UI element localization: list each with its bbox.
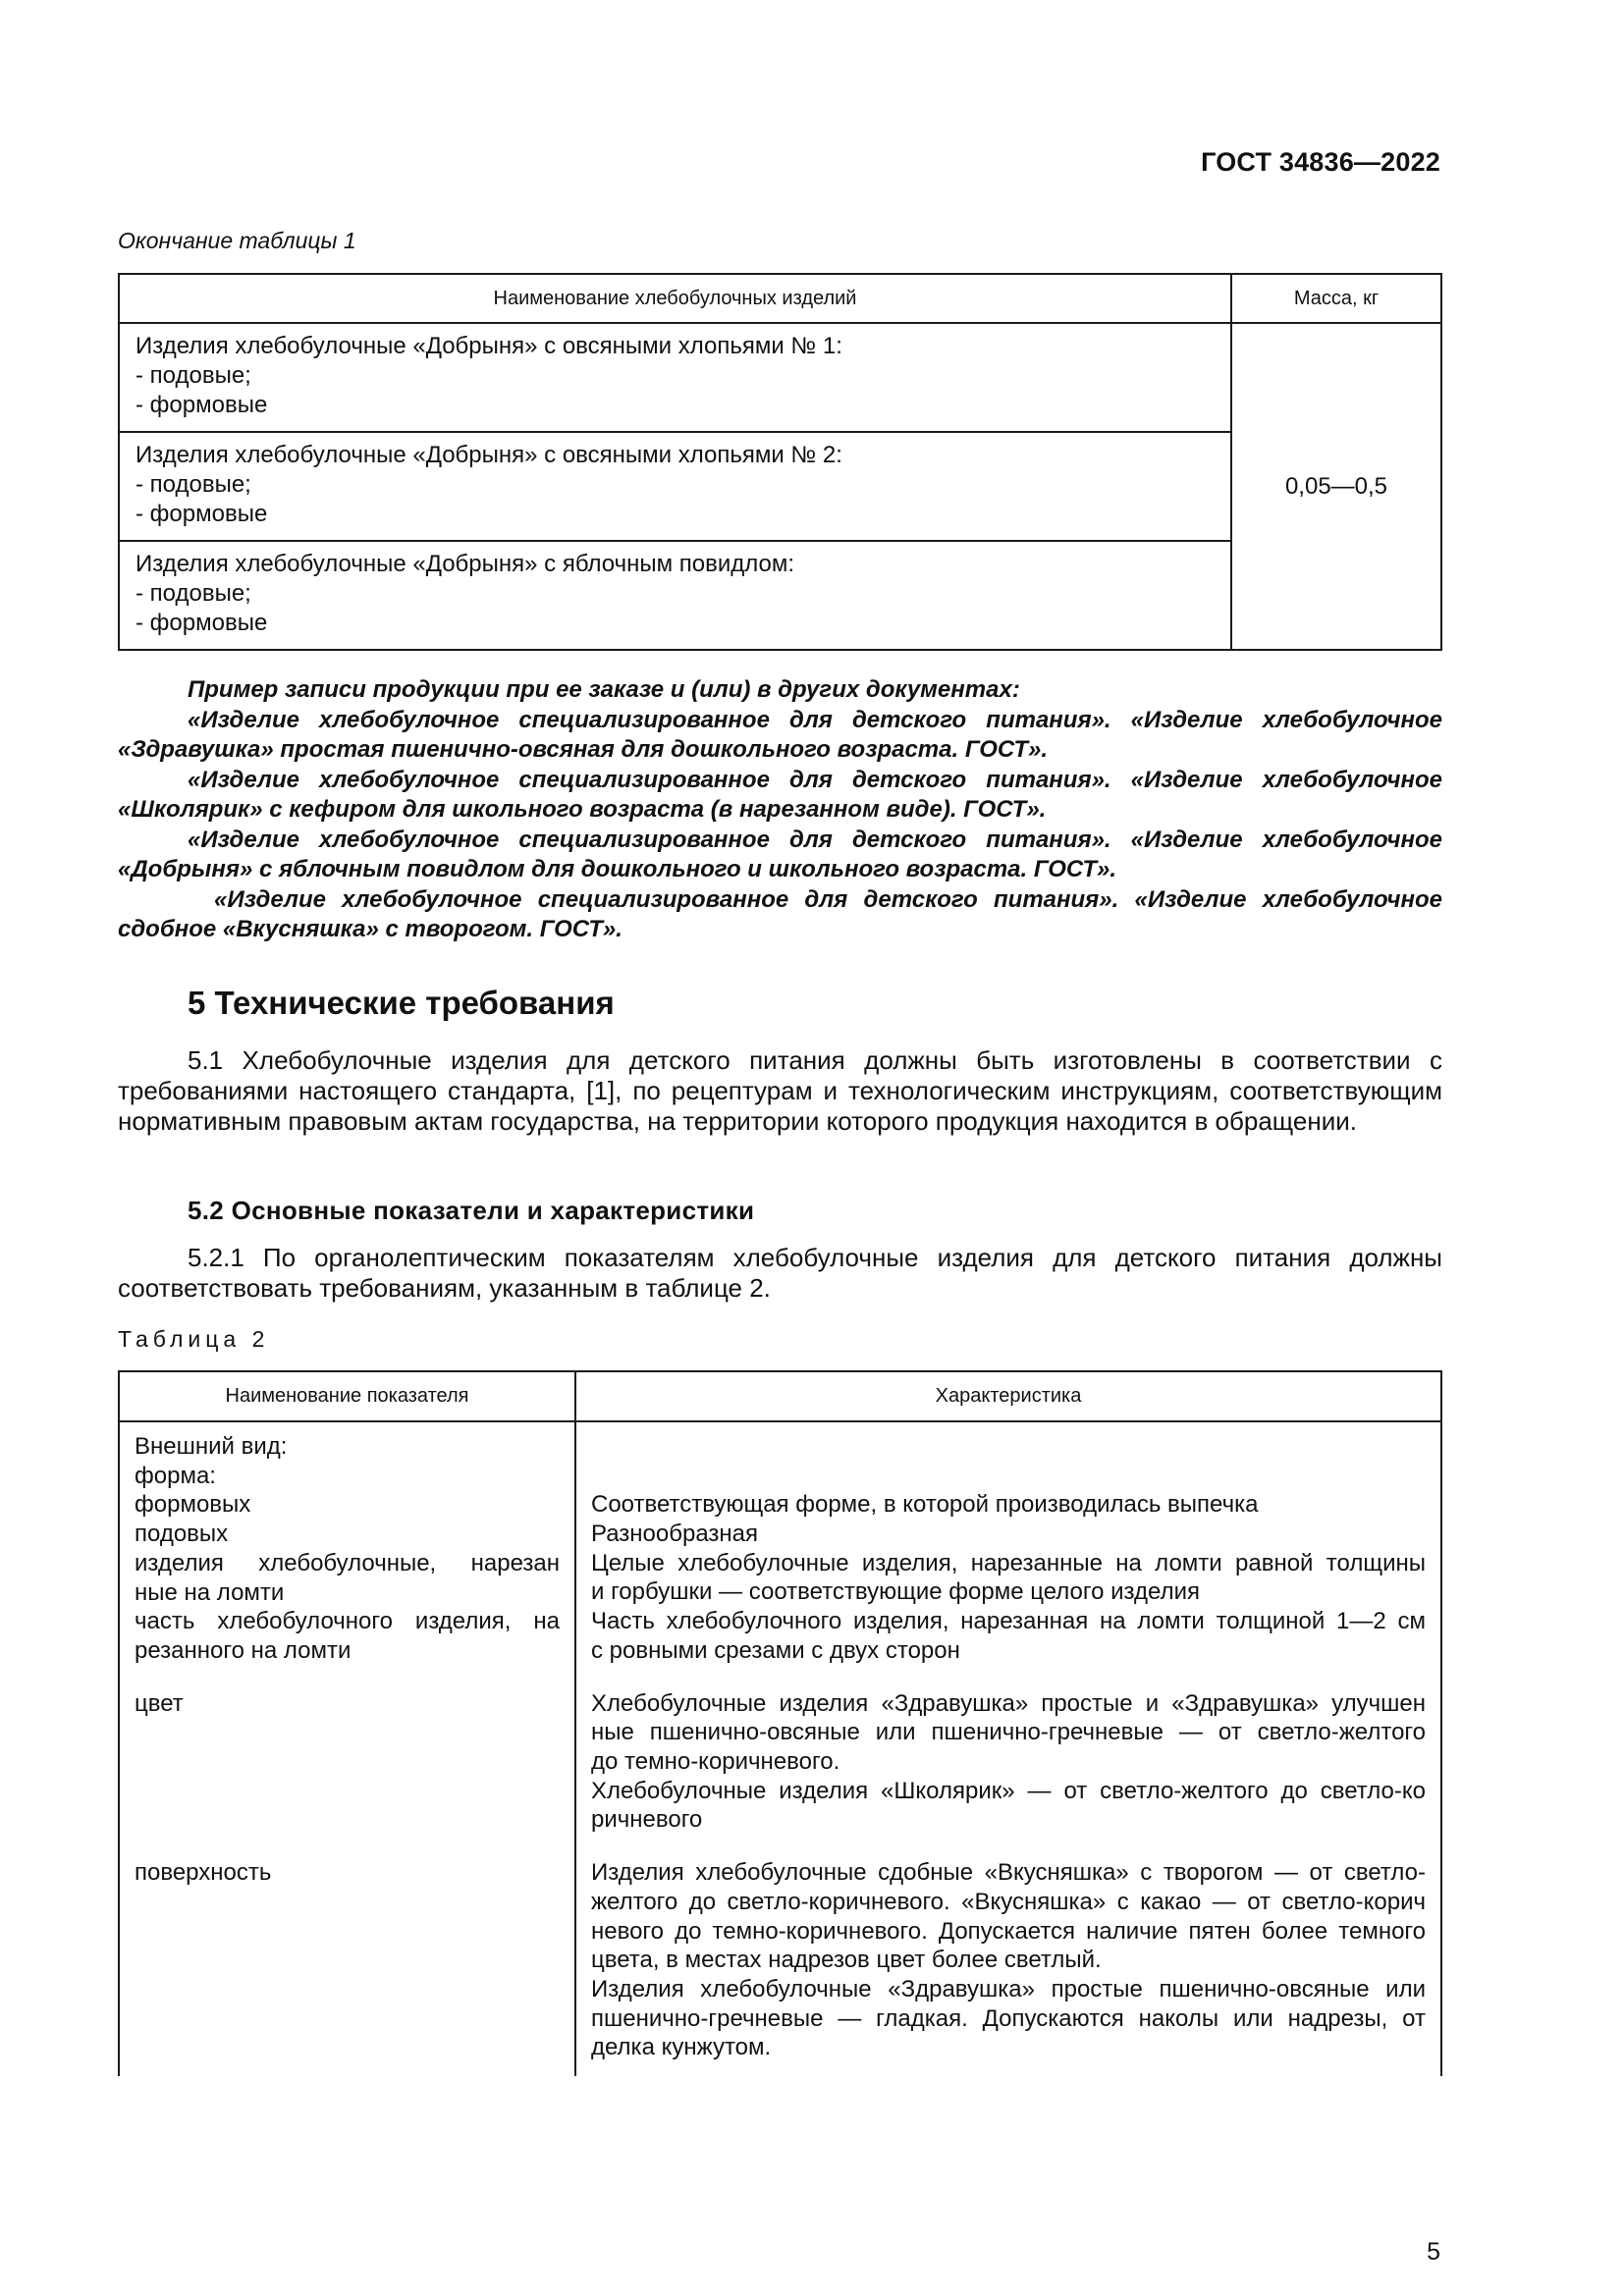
- subsection-5-2-title: 5.2 Основные показатели и характеристики: [188, 1196, 755, 1225]
- characteristic-cell-appearance: [575, 1421, 1441, 1676]
- product-title: Изделия хлебобулочные «Добрыня» с яблочным повидлом:: [135, 551, 795, 577]
- section-5-title: 5 Технические требования: [188, 985, 615, 1021]
- table1-continuation-caption: Окончание таблицы 1: [118, 228, 356, 253]
- characteristic-line: Соответствующая форме, в которой производилась выпечка: [591, 1491, 1259, 1519]
- product-variant: - формовые: [135, 501, 268, 527]
- table1-header-name: Наименование хлебобулочных изделий: [119, 274, 1231, 323]
- table2-header-indicator: Наименование показателя: [119, 1371, 575, 1421]
- table1-header-mass: Масса, кг: [1231, 274, 1441, 323]
- indicator-line: поверхность: [135, 1859, 272, 1887]
- characteristic-line: Хлебобулочные изделия «Здравушка» простые и «Здравушка» улучшен: [591, 1689, 1426, 1717]
- characteristic-line: до темно-коричневого.: [591, 1748, 840, 1776]
- table-2: [118, 1370, 1442, 2076]
- indicator-line: цвет: [135, 1689, 184, 1717]
- characteristic-cell-color: [575, 1676, 1441, 1845]
- product-variant: - формовые: [135, 392, 268, 418]
- indicator-cell-color: [119, 1676, 575, 1845]
- page-number: 5: [1427, 2238, 1440, 2266]
- characteristic-line: пшенично-гречневые — гладкая. Допускаются наколы или надрезы, от: [591, 2004, 1426, 2032]
- table-row: [119, 1421, 1441, 1676]
- table1-product-cell: [119, 541, 1231, 650]
- characteristic-line: невого до темно-коричневого. Допускается наличие пятен более темного: [591, 1917, 1426, 1945]
- characteristic-cell-surface: [575, 1844, 1441, 2076]
- example-line: «Изделие хлебобулочное специализированное для детского питания». «Изделие хлебобулочное «Здравушка» простая пшенично-овсяная для дошкольного возраста. ГОСТ».: [118, 706, 1442, 763]
- characteristic-line: Изделия хлебобулочные сдобные «Вкусняшка» с творогом — от светло-: [591, 1859, 1426, 1887]
- characteristic-line: делка кунжутом.: [591, 2034, 772, 2061]
- paragraph-5-2-1: 5.2.1 По органолептическим показателям хлебобулочные изделия для детского питания должны соответствовать требованиям, указанным в таблице 2.: [118, 1243, 1442, 1303]
- table-1: [118, 273, 1442, 651]
- indicator-cell-appearance: [119, 1421, 575, 1676]
- characteristic-line: ные пшенично-овсяные или пшенично-гречневые — от светло-желтого: [591, 1719, 1426, 1746]
- characteristic-line: цвета, в местах надрезов цвет более светлый.: [591, 1947, 1102, 1974]
- table-row: [119, 1676, 1441, 1845]
- table2-header-characteristic: Характеристика: [575, 1371, 1441, 1421]
- indicator-line: подовых: [135, 1521, 229, 1548]
- example-line: «Изделие хлебобулочное специализированное для детского питания». «Изделие хлебобулочное «Добрыня» с яблочным повидлом для дошкольного и школьного возраста. ГОСТ».: [118, 826, 1442, 882]
- indicator-cell-surface: [119, 1844, 575, 2076]
- characteristic-line: ричневого: [591, 1806, 703, 1834]
- indicator-line: ные на ломти: [135, 1578, 285, 1606]
- characteristic-line: Хлебобулочные изделия «Школярик» — от светло-желтого до светло-ко: [591, 1777, 1426, 1804]
- indicator-line: формовых: [135, 1491, 251, 1519]
- table1-product-cell: [119, 323, 1231, 432]
- paragraph-5-1: 5.1 Хлебобулочные изделия для детского питания должны быть изготовлены в соответствии с требованиями настоящего стандарта, [1], по рецептурам и технологическим инструкциям, соответствующим нормативным правовым актам государства, на территории которого продукция находится в обращении.: [118, 1045, 1442, 1136]
- product-variant: - подовые;: [135, 362, 251, 389]
- product-variant: - подовые;: [135, 580, 251, 607]
- product-title: Изделия хлебобулочные «Добрыня» с овсяными хлопьями № 2:: [135, 442, 842, 468]
- spacer: [591, 1462, 1426, 1491]
- characteristic-line: и горбушки — соответствующие форме целого изделия: [591, 1578, 1200, 1606]
- order-record-example: [118, 675, 1442, 945]
- document-code: ГОСТ 34836—2022: [1201, 147, 1440, 177]
- characteristic-line: Часть хлебобулочного изделия, нарезанная на ломти толщиной 1—2 см: [591, 1608, 1426, 1635]
- example-line: «Изделие хлебобулочное специализированное для детского питания». «Изделие хлебобулочное «Школярик» с кефиром для школьного возраста (в нарезанном виде). ГОСТ».: [118, 766, 1442, 823]
- spacer: [591, 1432, 1426, 1462]
- table-row: [119, 323, 1441, 432]
- table-row: [119, 1844, 1441, 2076]
- product-variant: - формовые: [135, 610, 268, 636]
- product-title: Изделия хлебобулочные «Добрыня» с овсяными хлопьями № 1:: [135, 333, 842, 359]
- product-variant: - подовые;: [135, 471, 251, 498]
- characteristic-line: Целые хлебобулочные изделия, нарезанные на ломти равной толщины: [591, 1549, 1426, 1576]
- characteristic-line: Разнообразная: [591, 1521, 759, 1548]
- indicator-line: резанного на ломти: [135, 1636, 352, 1664]
- characteristic-line: с ровными срезами с двух сторон: [591, 1636, 960, 1664]
- example-heading: Пример записи продукции при ее заказе и (или) в других документах:: [188, 676, 1020, 703]
- indicator-line: часть хлебобулочного изделия, на: [135, 1608, 560, 1635]
- characteristic-line: Изделия хлебобулочные «Здравушка» простые пшенично-овсяные или: [591, 1975, 1426, 2002]
- indicator-line: форма:: [135, 1462, 216, 1489]
- example-line: «Изделие хлебобулочное специализированное для детского питания». «Изделие хлебобулочное сдобное «Вкусняшка» с творогом. ГОСТ».: [118, 885, 1442, 942]
- table1-mass-cell: 0,05—0,5: [1231, 323, 1441, 650]
- table2-label: Таблица 2: [118, 1326, 270, 1352]
- indicator-line: изделия хлебобулочные, нарезан: [135, 1549, 560, 1576]
- characteristic-line: желтого до светло-коричневого. «Вкусняшка» с какао — от светло-корич: [591, 1888, 1426, 1915]
- table1-product-cell: [119, 432, 1231, 541]
- indicator-line: Внешний вид:: [135, 1433, 288, 1460]
